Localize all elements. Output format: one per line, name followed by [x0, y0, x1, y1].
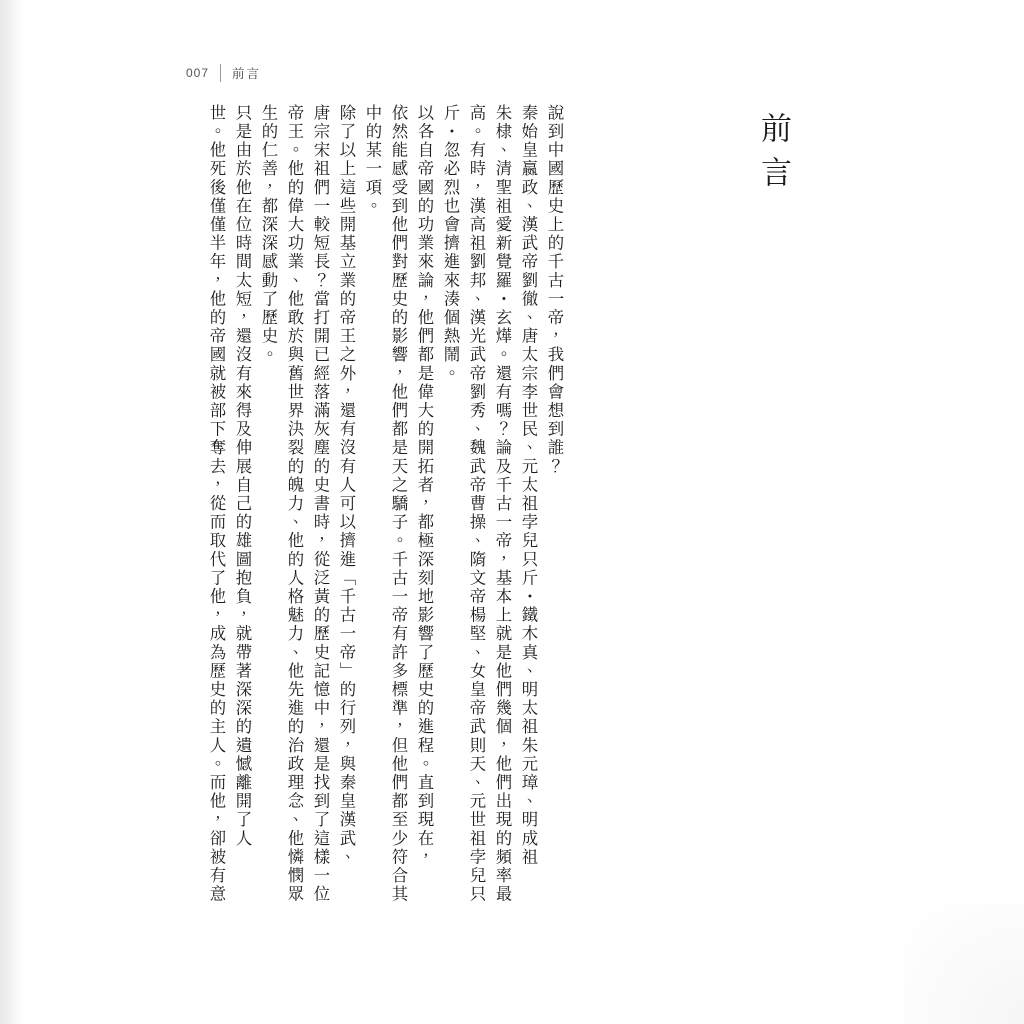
text-column: 斤・忽必烈也會擠進來湊個熱鬧。: [441, 104, 460, 383]
text-column: 唐宗宋祖們一較短長？當打開已經落滿灰塵的史書時，從泛黃的歷史記憶中，還是找到了這樣一位: [311, 104, 330, 904]
text-column: 世。他死後僅僅半年，他的帝國就被部下奪去，從而取代了他，成為歷史的主人。而他，卻被有意: [207, 104, 226, 904]
page-title: 前言: [756, 112, 791, 200]
text-column: 朱棣、清聖祖愛新覺羅・玄燁。還有嗎？論及千古一帝，基本上就是他們幾個，他們出現的頻率最: [493, 104, 512, 904]
text-column: 只是由於他在位時間太短，還沒有來得及伸展自己的雄圖抱負，就帶著深深的遺憾離開了人: [233, 104, 252, 848]
page-gutter-shadow: [0, 0, 18, 1024]
text-column: 秦始皇嬴政、漢武帝劉徹、唐太宗李世民、元太祖孛兒只斤・鐵木真、明太祖朱元璋、明成祖: [519, 104, 538, 867]
text-column: 以各自帝國的功業來論，他們都是偉大的開拓者，都極深刻地影響了歷史的進程。直到現在，: [415, 104, 434, 867]
folio-page-number: 007: [186, 66, 210, 80]
page-corner-shading: [904, 904, 1024, 1024]
text-column: 依然能感受到他們對歷史的影響，他們都是天之驕子。千古一帝有許多標準，但他們都至少符合其: [389, 104, 408, 904]
vertical-text-columns: [198, 104, 718, 966]
page-body: [196, 104, 804, 974]
text-column: 帝王。他的偉大功業、他敢於與舊世界決裂的魄力、他的人格魅力、他先進的治政理念、他憐憫眾: [285, 104, 304, 904]
text-column: 說到中國歷史上的千古一帝，我們會想到誰？: [545, 104, 564, 476]
text-column: 除了以上這些開基立業的帝王之外，還有沒有人可以擠進「千古一帝」的行列，與秦皇漢武、: [337, 104, 356, 867]
folio-divider: [220, 64, 221, 82]
text-column: 生的仁善，都深深感動了歷史。: [259, 104, 278, 365]
text-column: 中的某一項。: [363, 104, 382, 216]
running-head: [186, 62, 261, 84]
text-column: 高。有時，漢高祖劉邦、漢光武帝劉秀、魏武帝曹操、隋文帝楊堅、女皇帝武則天、元世祖孛兒只: [467, 104, 486, 904]
folio-chapter-name: 前言: [232, 67, 262, 81]
